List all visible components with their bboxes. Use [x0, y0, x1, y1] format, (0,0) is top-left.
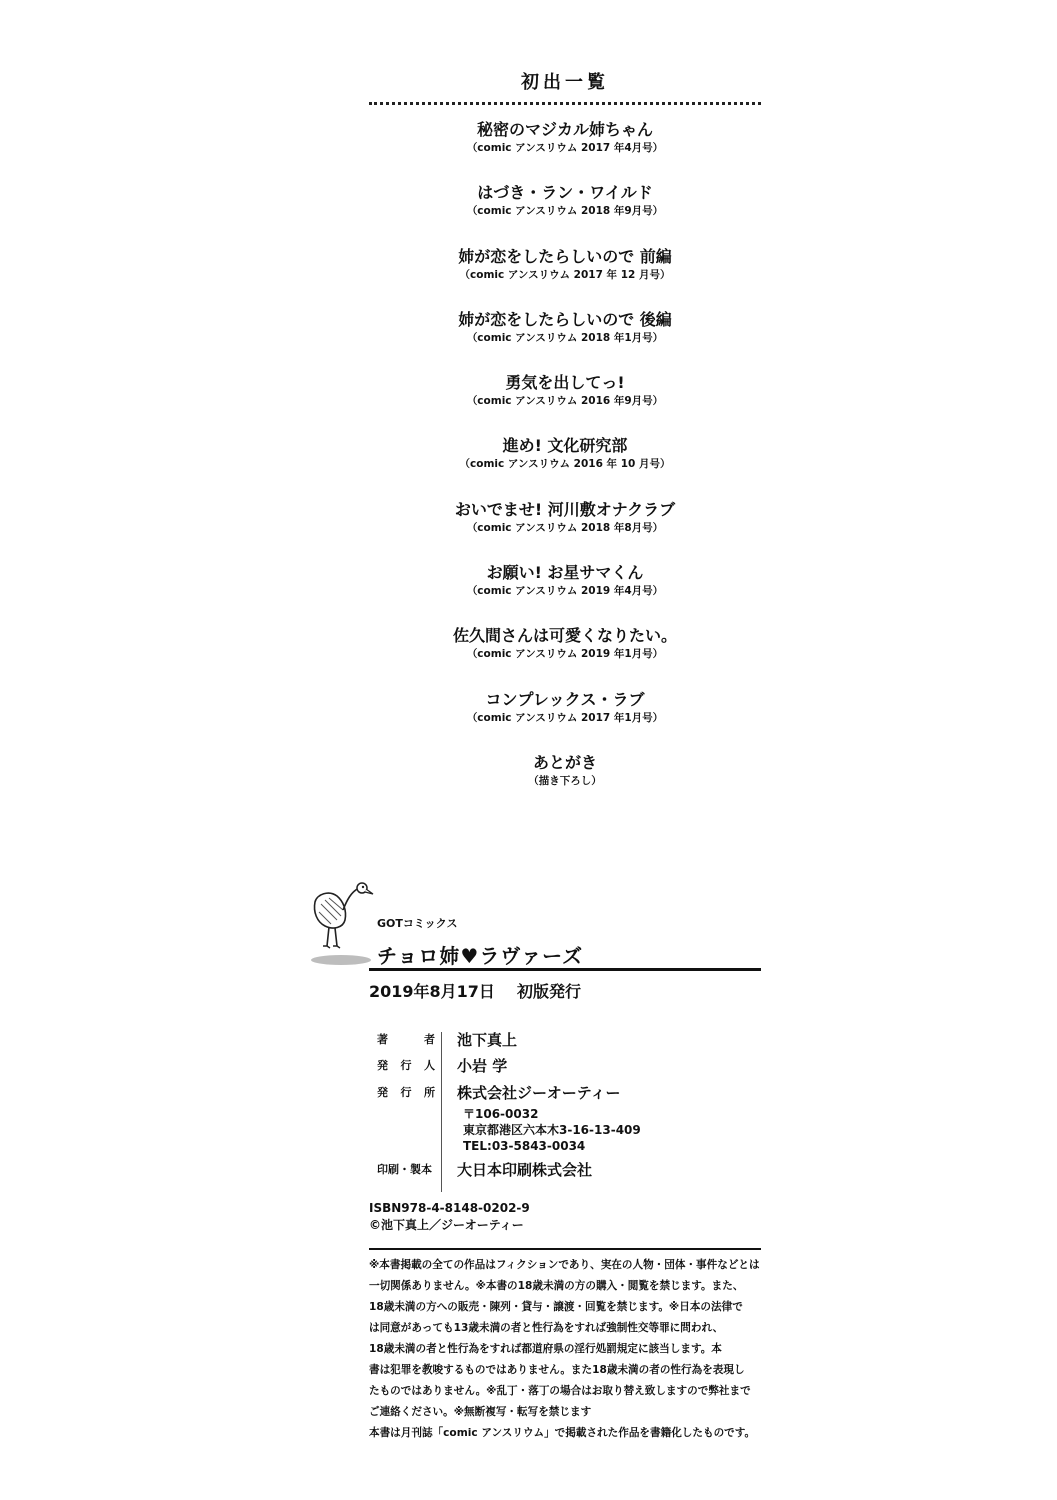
toc-entry-source: （comic アンスリウム 2019 年4月号） [466, 585, 664, 598]
toc-list [365, 118, 765, 814]
notice-line: 一切関係ありません。※本書の18歳未満の方の購入・閲覧を禁じます。また、 [369, 1280, 744, 1292]
issue-date: 2019年8月17日 [369, 982, 495, 1001]
notice-line: 18歳未満の方への販売・陳列・貸与・譲渡・回覧を禁じます。※日本の法律で [369, 1301, 743, 1313]
toc-entry [365, 118, 765, 181]
toc-entry-title: 進め! 文化研究部 [502, 436, 628, 456]
toc-entry-source: （comic アンスリウム 2018 年9月号） [466, 205, 664, 218]
notice-line: ※本書掲載の全ての作品はフィクションであり、実在の人物・団体・事件などとは [369, 1259, 760, 1271]
notice-line: 書は犯罪を教唆するものではありません。また18歳未満の者の性行為を表現し [369, 1364, 745, 1376]
bird-mascot-icon [307, 880, 377, 970]
credits-divider [441, 1032, 442, 1192]
toc-entry-title: 姉が恋をしたらしいので 後編 [458, 309, 672, 329]
copyright: ©池下真上／ジーオーティー [369, 1218, 524, 1232]
toc-entry-title: はづき・ラン・ワイルド [477, 183, 653, 203]
toc-entry [365, 498, 765, 561]
toc-entry-title: 姉が恋をしたらしいので 前編 [458, 246, 672, 266]
toc-entry-source: （comic アンスリウム 2017 年4月号） [466, 142, 664, 154]
edition: 初版発行 [516, 982, 581, 1001]
toc-entry-source: （描き下ろし） [528, 774, 602, 787]
toc-entry [365, 308, 765, 371]
toc-entry [365, 181, 765, 244]
toc-entry-title: おいでませ! 河川敷オナクラブ [454, 499, 676, 519]
toc-entry-title: お願い! お星サマくん [486, 563, 644, 583]
notice-line: 18歳未満の者と性行為をすれば都道府県の淫行処罰規定に該当します。本 [369, 1343, 722, 1355]
credit-label: 発行所 [377, 1086, 435, 1099]
imprint-label: GOTコミックス [377, 917, 458, 930]
toc-entry-source: （comic アンスリウム 2016 年9月号） [466, 395, 664, 408]
toc-entry-title: 佐久間さんは可愛くなりたい。 [452, 626, 677, 646]
notice-line: 本書は月刊誌「comic アンスリウム」で掲載された作品を書籍化したものです。 [369, 1427, 756, 1439]
notice-line: ご連絡ください。※無断複写・転写を禁じます [369, 1406, 592, 1418]
toc-entry-title: 勇気を出してっ! [505, 373, 625, 393]
toc-entry-source: （comic アンスリウム 2017 年1月号） [466, 711, 664, 724]
toc-entry-source: （comic アンスリウム 2018 年1月号） [466, 331, 664, 344]
telephone: TEL:03-5843-0034 [463, 1139, 586, 1153]
toc-entry [365, 434, 765, 497]
legal-notice [369, 1255, 764, 1444]
toc-heading: 初出一覧 [521, 72, 609, 93]
toc-entry [365, 624, 765, 687]
toc-entry-source: （comic アンスリウム 2016 年 10 月号） [459, 458, 671, 471]
credit-label: 発行人 [377, 1059, 435, 1072]
book-title: チョロ姉♥ラヴァーズ [377, 944, 584, 968]
credit-value: 株式会社ジーオーティー [457, 1084, 621, 1102]
credit-label: 著 者 [377, 1033, 435, 1046]
issue-line [369, 979, 581, 1002]
toc-entry [365, 245, 765, 308]
notice-line: は同意があっても13歳未満の者と性行為をすれば強制性交等罪に問われ、 [369, 1322, 724, 1334]
credit-label: 印刷・製本 [377, 1163, 432, 1176]
isbn: ISBN978-4-8148-0202-9 [369, 1201, 530, 1215]
credit-value: 池下真上 [457, 1031, 518, 1049]
postal-code: 〒106-0032 [463, 1107, 539, 1121]
address: 東京都港区六本木3-16-13-409 [463, 1123, 641, 1137]
title-divider [369, 968, 761, 971]
toc-entry-title: 秘密のマジカル姉ちゃん [476, 120, 653, 139]
notice-line: たものではありません。※乱丁・落丁の場合はお取り替え致しますので弊社まで [369, 1385, 751, 1397]
toc-entry-source: （comic アンスリウム 2018 年8月号） [466, 521, 664, 534]
notice-divider [369, 1248, 761, 1250]
toc-entry-title: あとがき [532, 752, 597, 772]
credit-value: 大日本印刷株式会社 [457, 1161, 593, 1179]
toc-entry [365, 561, 765, 624]
toc-entry-source: （comic アンスリウム 2019 年1月号） [466, 648, 664, 661]
toc-entry [365, 371, 765, 434]
toc-entry [365, 751, 765, 814]
toc-entry-title: コンプレックス・ラブ [485, 689, 645, 709]
toc-entry-source: （comic アンスリウム 2017 年 12 月号） [459, 268, 671, 281]
credit-value: 小岩 学 [457, 1057, 508, 1075]
toc-entry [365, 688, 765, 751]
dotted-divider [369, 102, 761, 105]
